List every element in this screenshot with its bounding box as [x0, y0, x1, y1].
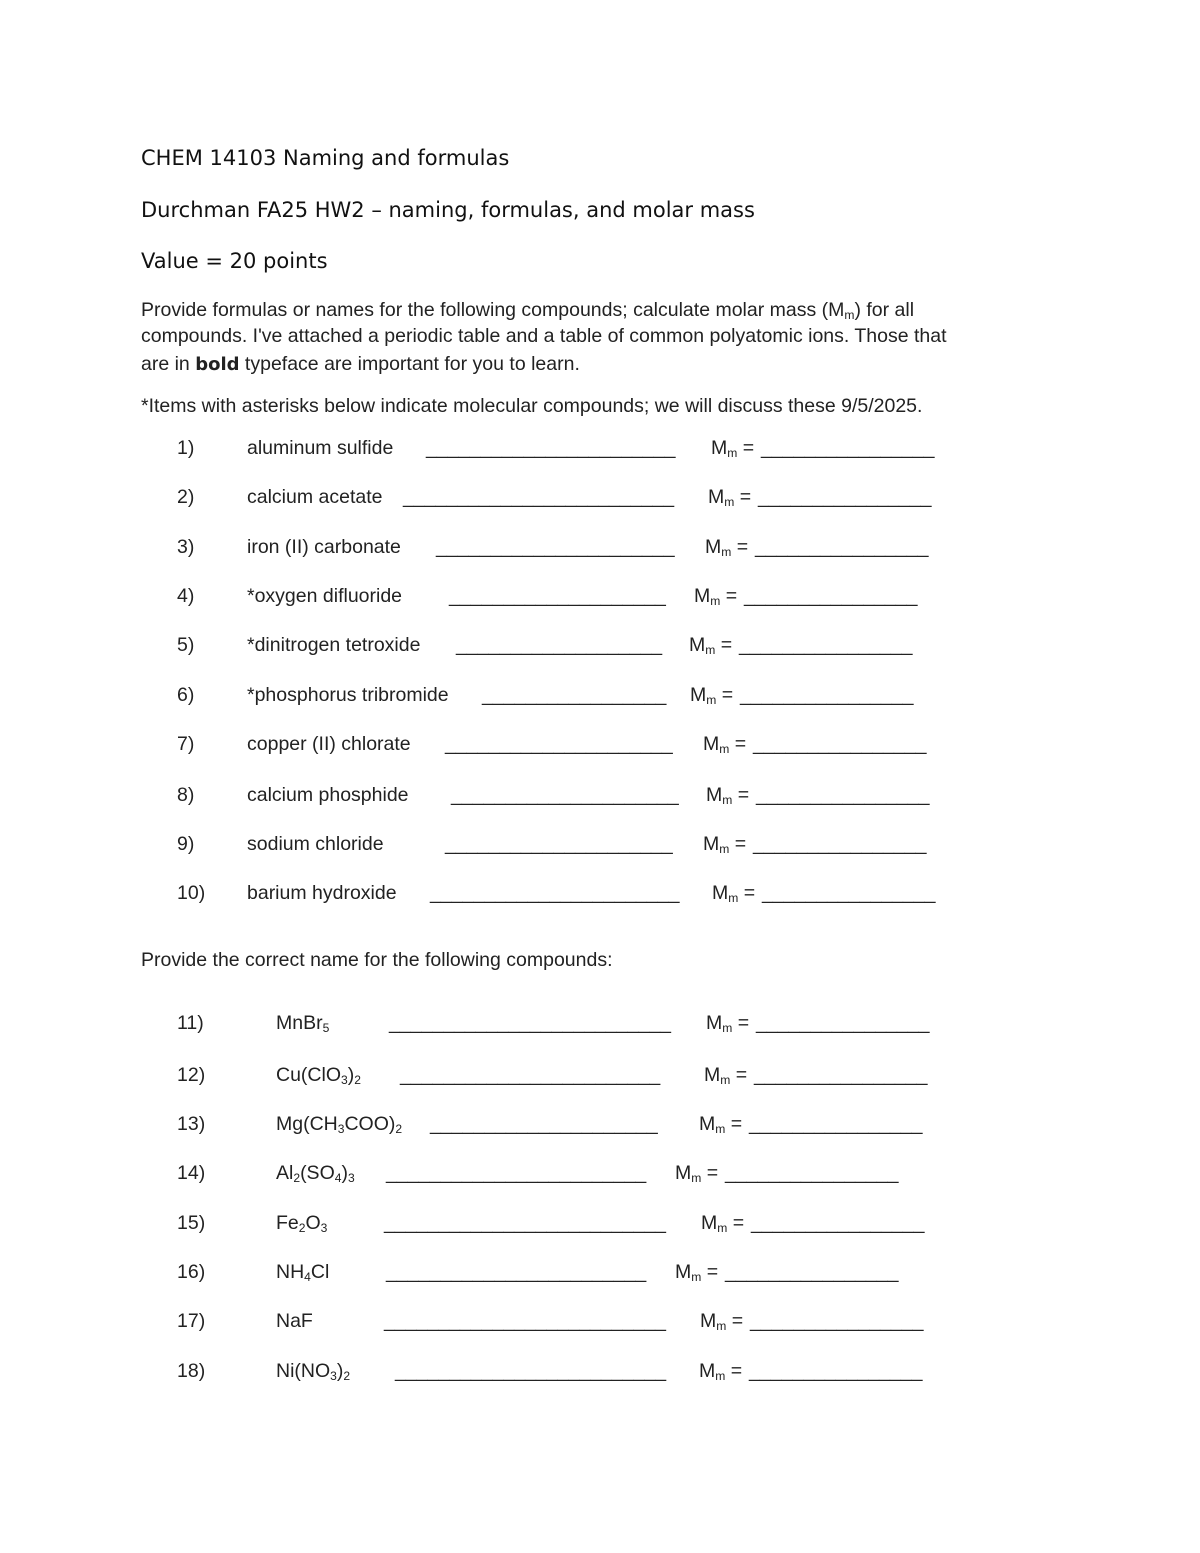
instructions-text-3-pre: are in	[141, 353, 196, 375]
molar-mass-answer-blank[interactable]: ________________	[739, 634, 913, 656]
item-number: 14)	[177, 1162, 206, 1184]
mm-subscript: m	[844, 308, 855, 323]
section-names-heading: Provide the correct name for the following compounds:	[141, 949, 613, 971]
formula-part: MnBr	[276, 1012, 323, 1034]
formula-subscript: 3	[330, 1369, 337, 1384]
value-line: Value = 20 points	[141, 249, 328, 273]
formula-subscript: 3	[347, 1171, 355, 1186]
molar-mass-subscript: m	[728, 891, 739, 906]
molar-mass-label	[712, 882, 755, 905]
formula-part: NaF	[276, 1310, 313, 1332]
molar-mass-subscript: m	[722, 793, 733, 808]
molar-mass-symbol: M	[704, 1064, 721, 1086]
molar-mass-label	[690, 684, 733, 707]
formula-subscript: 2	[298, 1221, 306, 1236]
instructions-line-3	[141, 351, 580, 378]
formula-part: NH	[276, 1261, 305, 1283]
item-number: 11)	[177, 1012, 204, 1034]
molar-mass-answer-blank[interactable]: ________________	[756, 1012, 930, 1034]
name-answer-blank[interactable]: __________________________	[389, 1012, 671, 1034]
molar-mass-answer-blank[interactable]: ________________	[754, 1064, 928, 1086]
molar-mass-label	[694, 585, 737, 608]
molar-mass-symbol: M	[700, 1310, 717, 1332]
name-answer-blank[interactable]: ________________________	[386, 1261, 647, 1283]
formula-answer-blank[interactable]: _______________________	[426, 437, 676, 459]
molar-mass-symbol: M	[690, 684, 707, 706]
equals-sign: =	[720, 585, 738, 607]
molar-mass-answer-blank[interactable]: ________________	[744, 585, 918, 607]
molar-mass-symbol: M	[699, 1360, 716, 1382]
equals-sign: =	[701, 1261, 719, 1283]
molar-mass-label	[703, 733, 746, 756]
course-title: CHEM 14103 Naming and formulas	[141, 146, 510, 170]
molar-mass-subscript: m	[706, 693, 717, 708]
formula-part: )	[336, 1360, 344, 1382]
equals-sign: =	[725, 1360, 743, 1382]
compound-formula	[276, 1162, 355, 1185]
formula-part: O	[305, 1212, 321, 1234]
molar-mass-label	[706, 784, 749, 807]
molar-mass-symbol: M	[701, 1212, 718, 1234]
molar-mass-label	[703, 833, 746, 856]
equals-sign: =	[729, 733, 747, 755]
formula-subscript: 4	[334, 1171, 342, 1186]
molar-mass-answer-blank[interactable]: ________________	[725, 1261, 899, 1283]
molar-mass-answer-blank[interactable]: ________________	[750, 1310, 924, 1332]
item-number: 16)	[177, 1261, 206, 1283]
instructions-line-2: compounds. I've attached a periodic table and a table of common polyatomic ions. Those that	[141, 325, 947, 347]
molar-mass-subscript: m	[719, 842, 730, 857]
compound-formula	[276, 1261, 329, 1284]
compound-name: sodium chloride	[247, 833, 384, 855]
molar-mass-subscript: m	[721, 545, 732, 560]
instructions-line-1	[141, 297, 914, 326]
compound-formula	[276, 1310, 313, 1333]
formula-subscript: 2	[343, 1369, 351, 1384]
compound-name: barium hydroxide	[247, 882, 397, 904]
molar-mass-subscript: m	[717, 1221, 728, 1236]
molar-mass-label	[701, 1212, 744, 1235]
formula-part: Cu(ClO	[276, 1064, 342, 1086]
formula-part: Fe	[276, 1212, 299, 1234]
equals-sign: =	[727, 1212, 745, 1234]
equals-sign: =	[738, 882, 756, 904]
molar-mass-subscript: m	[715, 1122, 726, 1137]
bold-word: bold	[195, 354, 240, 375]
item-number: 5)	[177, 634, 195, 656]
molar-mass-label	[689, 634, 732, 657]
molar-mass-subscript: m	[710, 594, 721, 609]
instructions-text-1: Provide formulas or names for the following compounds; calculate molar mass (M	[141, 299, 845, 321]
formula-answer-blank[interactable]: _________________________	[403, 486, 675, 508]
compound-name: calcium acetate	[247, 486, 383, 508]
name-answer-blank[interactable]: _________________________	[395, 1360, 667, 1382]
compound-formula	[276, 1012, 329, 1035]
formula-part: )	[347, 1064, 355, 1086]
formula-part: COO)	[344, 1113, 396, 1135]
item-number: 8)	[177, 784, 195, 806]
molar-mass-label	[705, 536, 748, 559]
compound-name: iron (II) carbonate	[247, 536, 401, 558]
molar-mass-answer-blank[interactable]: ________________	[740, 684, 914, 706]
formula-part	[341, 1162, 354, 1184]
formula-subscript: 5	[322, 1021, 330, 1036]
molar-mass-symbol: M	[689, 634, 706, 656]
molar-mass-symbol: M	[706, 1012, 723, 1034]
compound-name: *oxygen difluoride	[247, 585, 403, 607]
molar-mass-label	[704, 1064, 747, 1087]
equals-sign: =	[730, 1064, 748, 1086]
equals-sign: =	[731, 536, 749, 558]
molar-mass-symbol: M	[705, 536, 722, 558]
formula-subscript: 3	[341, 1073, 348, 1088]
molar-mass-label	[675, 1162, 718, 1185]
molar-mass-label	[706, 1012, 749, 1035]
asterisk-note: *Items with asterisks below indicate molecular compounds; we will discuss these 9/5/2025.	[141, 395, 923, 417]
formula-part: Ni(NO	[276, 1360, 331, 1382]
item-number: 15)	[177, 1212, 206, 1234]
molar-mass-label	[675, 1261, 718, 1284]
equals-sign: =	[715, 634, 733, 656]
formula-subscript: 2	[293, 1171, 301, 1186]
compound-name: *dinitrogen tetroxide	[247, 634, 421, 656]
molar-mass-answer-blank[interactable]: ________________	[725, 1162, 899, 1184]
formula-subscript: 4	[304, 1270, 311, 1285]
molar-mass-subscript: m	[691, 1270, 702, 1285]
molar-mass-subscript: m	[719, 742, 730, 757]
molar-mass-answer-blank[interactable]: ________________	[751, 1212, 925, 1234]
formula-answer-blank[interactable]: ____________________	[449, 585, 666, 607]
formula-answer-blank[interactable]: _________________	[482, 684, 667, 706]
formula-answer-blank[interactable]: ___________________	[456, 634, 663, 656]
formula-answer-blank[interactable]: _____________________	[451, 784, 679, 806]
equals-sign: =	[734, 486, 752, 508]
molar-mass-answer-blank[interactable]: ________________	[758, 486, 932, 508]
formula-part: Mg(CH	[276, 1113, 338, 1135]
molar-mass-label	[699, 1360, 742, 1383]
formula-subscript: 3	[337, 1122, 345, 1137]
molar-mass-symbol: M	[711, 437, 728, 459]
formula-subscript: 3	[320, 1221, 328, 1236]
name-answer-blank[interactable]: ________________________	[386, 1162, 647, 1184]
formula-answer-blank[interactable]: ______________________	[436, 536, 675, 558]
molar-mass-symbol: M	[694, 585, 711, 607]
equals-sign: =	[732, 784, 750, 806]
item-number: 3)	[177, 536, 195, 558]
item-number: 18)	[177, 1360, 206, 1382]
compound-formula	[276, 1064, 361, 1087]
equals-sign: =	[729, 833, 747, 855]
formula-part: Cl	[310, 1261, 330, 1283]
formula-answer-blank[interactable]: _____________________	[445, 833, 673, 855]
equals-sign: =	[725, 1113, 743, 1135]
molar-mass-answer-blank[interactable]: ________________	[762, 882, 936, 904]
molar-mass-subscript: m	[724, 495, 735, 510]
item-number: 13)	[177, 1113, 206, 1135]
molar-mass-subscript: m	[722, 1021, 733, 1036]
molar-mass-answer-blank[interactable]: ________________	[753, 733, 927, 755]
item-number: 17)	[177, 1310, 206, 1332]
formula-subscript: 2	[395, 1122, 403, 1137]
item-number: 9)	[177, 833, 195, 855]
molar-mass-symbol: M	[699, 1113, 716, 1135]
item-number: 10)	[177, 882, 206, 904]
assignment-title: Durchman FA25 HW2 – naming, formulas, and molar mass	[141, 198, 755, 222]
formula-part: )	[341, 1162, 348, 1184]
molar-mass-symbol: M	[675, 1162, 692, 1184]
compound-formula	[276, 1113, 402, 1136]
equals-sign: =	[726, 1310, 744, 1332]
molar-mass-label	[699, 1113, 742, 1136]
formula-answer-blank[interactable]: _______________________	[430, 882, 680, 904]
compound-name: calcium phosphide	[247, 784, 409, 806]
molar-mass-symbol: M	[703, 733, 720, 755]
molar-mass-answer-blank[interactable]: ________________	[755, 536, 929, 558]
compound-name: *phosphorus tribromide	[247, 684, 449, 706]
molar-mass-subscript: m	[716, 1319, 727, 1334]
name-answer-blank[interactable]: __________________________	[384, 1310, 666, 1332]
molar-mass-answer-blank[interactable]: ________________	[749, 1113, 923, 1135]
formula-answer-blank[interactable]: _____________________	[445, 733, 673, 755]
item-number: 4)	[177, 585, 195, 607]
item-number: 12)	[177, 1064, 206, 1086]
formula-subscript: 2	[354, 1073, 361, 1088]
formula-part: Al	[276, 1162, 294, 1184]
molar-mass-subscript: m	[720, 1073, 731, 1088]
item-number: 6)	[177, 684, 195, 706]
name-answer-blank[interactable]: _____________________	[430, 1113, 658, 1135]
molar-mass-subscript: m	[705, 643, 716, 658]
molar-mass-answer-blank[interactable]: ________________	[761, 437, 935, 459]
equals-sign: =	[732, 1012, 750, 1034]
item-number: 2)	[177, 486, 195, 508]
molar-mass-label	[711, 437, 754, 460]
equals-sign: =	[701, 1162, 719, 1184]
compound-formula	[276, 1212, 327, 1235]
equals-sign: =	[716, 684, 734, 706]
molar-mass-answer-blank[interactable]: ________________	[756, 784, 930, 806]
compound-name: copper (II) chlorate	[247, 733, 411, 755]
molar-mass-label	[700, 1310, 743, 1333]
formula-part: (SO	[300, 1162, 335, 1184]
molar-mass-subscript: m	[691, 1171, 702, 1186]
molar-mass-symbol: M	[706, 784, 723, 806]
item-number: 1)	[177, 437, 195, 459]
equals-sign: =	[737, 437, 755, 459]
name-answer-blank[interactable]: __________________________	[384, 1212, 666, 1234]
instructions-text-3-post: typeface are important for you to learn.	[239, 353, 580, 375]
instructions-text-1-end: ) for all	[854, 299, 915, 321]
molar-mass-answer-blank[interactable]: ________________	[749, 1360, 923, 1382]
compound-formula	[276, 1360, 350, 1383]
compound-name: aluminum sulfide	[247, 437, 394, 459]
molar-mass-answer-blank[interactable]: ________________	[753, 833, 927, 855]
item-number: 7)	[177, 733, 195, 755]
molar-mass-symbol: M	[675, 1261, 692, 1283]
name-answer-blank[interactable]: ________________________	[400, 1064, 661, 1086]
molar-mass-symbol: M	[712, 882, 729, 904]
molar-mass-subscript: m	[727, 446, 738, 461]
molar-mass-label	[708, 486, 751, 509]
molar-mass-symbol: M	[703, 833, 720, 855]
molar-mass-symbol: M	[708, 486, 725, 508]
molar-mass-subscript: m	[715, 1369, 726, 1384]
